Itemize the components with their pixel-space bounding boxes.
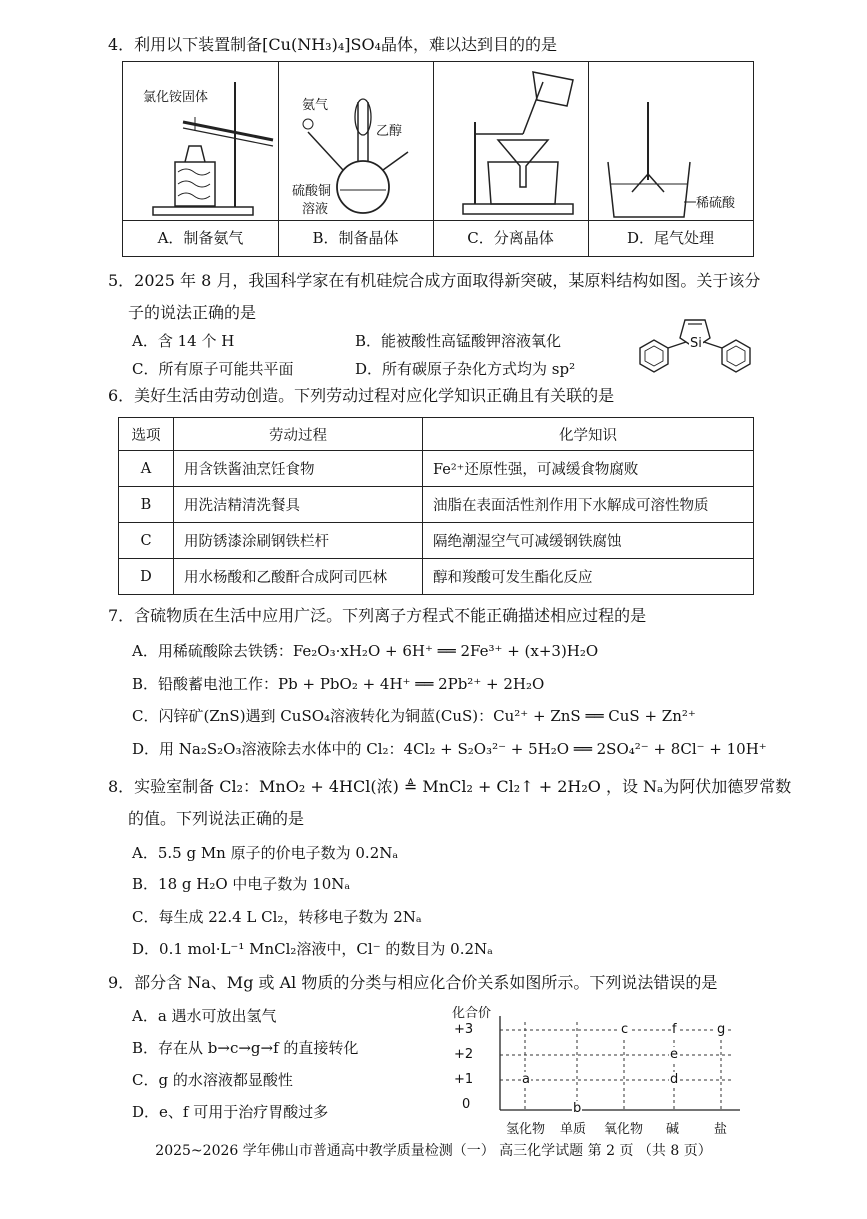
table-row[interactable] bbox=[119, 559, 754, 595]
panel-d bbox=[588, 62, 753, 256]
q5-option-b[interactable]: B．能被酸性高锰酸钾溶液氧化 bbox=[355, 332, 562, 350]
q5-stem-line1: 5．2025 年 8 月，我国科学家在有机硅烷合成方面取得新突破，某原料结构如图。关于该分 bbox=[108, 271, 761, 290]
row-option: C bbox=[119, 523, 174, 559]
ytick-plus2: +2 bbox=[454, 1047, 474, 1062]
q7-option-c[interactable]: C．闪锌矿(ZnS)遇到 CuSO₄溶液转化为铜蓝(CuS)：Cu²⁺ + ZnS ══ CuS + Zn²⁺ bbox=[132, 707, 696, 725]
silane-structure-figure bbox=[630, 290, 760, 380]
row-labor: 用洗洁精清洗餐具 bbox=[174, 487, 423, 523]
row-option: A bbox=[119, 451, 174, 487]
q4-apparatus-table bbox=[122, 61, 754, 257]
point-d: d bbox=[670, 1072, 679, 1087]
q5-option-a[interactable]: A．含 14 个 H bbox=[132, 332, 235, 350]
q5-option-d[interactable]: D．所有碳原子杂化方式均为 sp² bbox=[355, 360, 576, 378]
panel-a bbox=[123, 62, 279, 256]
q8-stem-line1: 8．实验室制备 Cl₂：MnO₂ + 4HCl(浓) ≜ MnCl₂ + Cl₂↑ + 2H₂O ，设 Nₐ为阿伏加德罗常数 bbox=[108, 777, 792, 796]
header-option: 选项 bbox=[119, 418, 174, 451]
label-copper-sulfate: 硫酸铜 bbox=[292, 184, 332, 199]
point-f: f bbox=[672, 1022, 677, 1037]
row-option: B bbox=[119, 487, 174, 523]
table-row[interactable] bbox=[119, 523, 754, 559]
q7-option-a[interactable]: A．用稀硫酸除去铁锈：Fe₂O₃·xH₂O + 6H⁺ ══ 2Fe³⁺ + (x+3)H₂O bbox=[132, 642, 599, 660]
table-row[interactable] bbox=[119, 487, 754, 523]
q9-stem: 9．部分含 Na、Mg 或 Al 物质的分类与相应化合价关系如图所示。下列说法错误的是 bbox=[108, 973, 718, 992]
table-row[interactable] bbox=[119, 451, 754, 487]
caption-b: B．制备晶体 bbox=[278, 220, 433, 257]
header-labor: 劳动过程 bbox=[174, 418, 423, 451]
q7-option-b[interactable]: B．铅酸蓄电池工作：Pb + PbO₂ + 4H⁺ ══ 2Pb²⁺ + 2H₂O bbox=[132, 675, 545, 693]
si-atom-label: Si bbox=[690, 336, 702, 351]
xtick-hydride: 氢化物 bbox=[506, 1122, 546, 1137]
q9-option-c[interactable]: C．g 的水溶液都显酸性 bbox=[132, 1071, 293, 1089]
label-solution: 溶液 bbox=[302, 202, 329, 217]
point-a: a bbox=[522, 1072, 530, 1087]
valence-chart-axes bbox=[440, 1002, 760, 1142]
q7-stem: 7．含硫物质在生活中应用广泛。下列离子方程式不能正确描述相应过程的是 bbox=[108, 606, 647, 625]
q9-option-b[interactable]: B．存在从 b→c→g→f 的直接转化 bbox=[132, 1039, 359, 1057]
caption-c: C．分离晶体 bbox=[433, 220, 588, 257]
q5-stem-line2: 子的说法正确的是 bbox=[128, 303, 257, 322]
caption-d: D．尾气处理 bbox=[588, 220, 753, 257]
ytick-plus1: +1 bbox=[454, 1072, 474, 1087]
chart-ylabel: 化合价 bbox=[452, 1006, 492, 1021]
table-header-row bbox=[119, 418, 754, 451]
label-ammonium-chloride: 氯化铵固体 bbox=[143, 90, 209, 105]
q8-option-d[interactable]: D．0.1 mol·L⁻¹ MnCl₂溶液中，Cl⁻ 的数目为 0.2Nₐ bbox=[132, 940, 493, 958]
q8-stem-line2: 的值。下列说法正确的是 bbox=[128, 809, 305, 828]
valence-chart bbox=[440, 1002, 760, 1142]
q6-stem: 6．美好生活由劳动创造。下列劳动过程对应化学知识正确且有关联的是 bbox=[108, 386, 615, 405]
point-g: g bbox=[717, 1022, 726, 1037]
label-ethanol: 乙醇 bbox=[376, 124, 403, 139]
ytick-plus3: +3 bbox=[454, 1022, 474, 1037]
q6-table bbox=[118, 417, 754, 595]
label-ammonia: 氨气 bbox=[302, 98, 329, 113]
point-c: c bbox=[621, 1022, 629, 1037]
row-labor: 用防锈漆涂刷钢铁栏杆 bbox=[174, 523, 423, 559]
row-knowledge: Fe²⁺还原性强，可减缓食物腐败 bbox=[423, 451, 754, 487]
row-option: D bbox=[119, 559, 174, 595]
point-e: e bbox=[670, 1047, 678, 1062]
q9-option-a[interactable]: A．a 遇水可放出氢气 bbox=[132, 1007, 277, 1025]
ytick-zero: 0 bbox=[462, 1097, 471, 1112]
row-knowledge: 醇和羧酸可发生酯化反应 bbox=[423, 559, 754, 595]
q8-option-b[interactable]: B．18 g H₂O 中电子数为 10Nₐ bbox=[132, 875, 351, 893]
label-dilute-sulfuric-acid: 稀硫酸 bbox=[696, 196, 736, 211]
page-footer: 2025~2026 学年佛山市普通高中教学质量检测（一） 高三化学试题 第 2 页 （共 8 页） bbox=[155, 1143, 712, 1159]
caption-a: A．制备氨气 bbox=[123, 220, 278, 257]
row-knowledge: 隔绝潮湿空气可减缓钢铁腐蚀 bbox=[423, 523, 754, 559]
row-labor: 用含铁酱油烹饪食物 bbox=[174, 451, 423, 487]
point-b: b bbox=[573, 1101, 582, 1116]
q8-option-a[interactable]: A．5.5 g Mn 原子的价电子数为 0.2Nₐ bbox=[132, 844, 399, 862]
q7-option-d[interactable]: D．用 Na₂S₂O₃溶液除去水体中的 Cl₂：4Cl₂ + S₂O₃²⁻ + 5H₂O ══ 2SO₄²⁻ + 8Cl⁻ + 10H⁺ bbox=[132, 740, 767, 758]
row-knowledge: 油脂在表面活性剂作用下水解成可溶性物质 bbox=[423, 487, 754, 523]
xtick-oxide: 氧化物 bbox=[604, 1122, 644, 1137]
xtick-salt: 盐 bbox=[714, 1122, 728, 1137]
filtration-figure bbox=[433, 62, 588, 220]
q4-stem: 4．利用以下装置制备[Cu(NH₃)₄]SO₄晶体，难以达到目的的是 bbox=[108, 35, 557, 54]
q9-option-d[interactable]: D．e、f 可用于治疗胃酸过多 bbox=[132, 1103, 329, 1121]
row-labor: 用水杨酸和乙酸酐合成阿司匹林 bbox=[174, 559, 423, 595]
q5-option-c[interactable]: C．所有原子可能共平面 bbox=[132, 360, 294, 378]
panel-c bbox=[433, 62, 589, 256]
q8-option-c[interactable]: C．每生成 22.4 L Cl₂，转移电子数为 2Nₐ bbox=[132, 908, 422, 926]
header-knowledge: 化学知识 bbox=[423, 418, 754, 451]
panel-b bbox=[278, 62, 434, 256]
xtick-base: 碱 bbox=[666, 1122, 680, 1137]
xtick-element: 单质 bbox=[560, 1122, 587, 1137]
